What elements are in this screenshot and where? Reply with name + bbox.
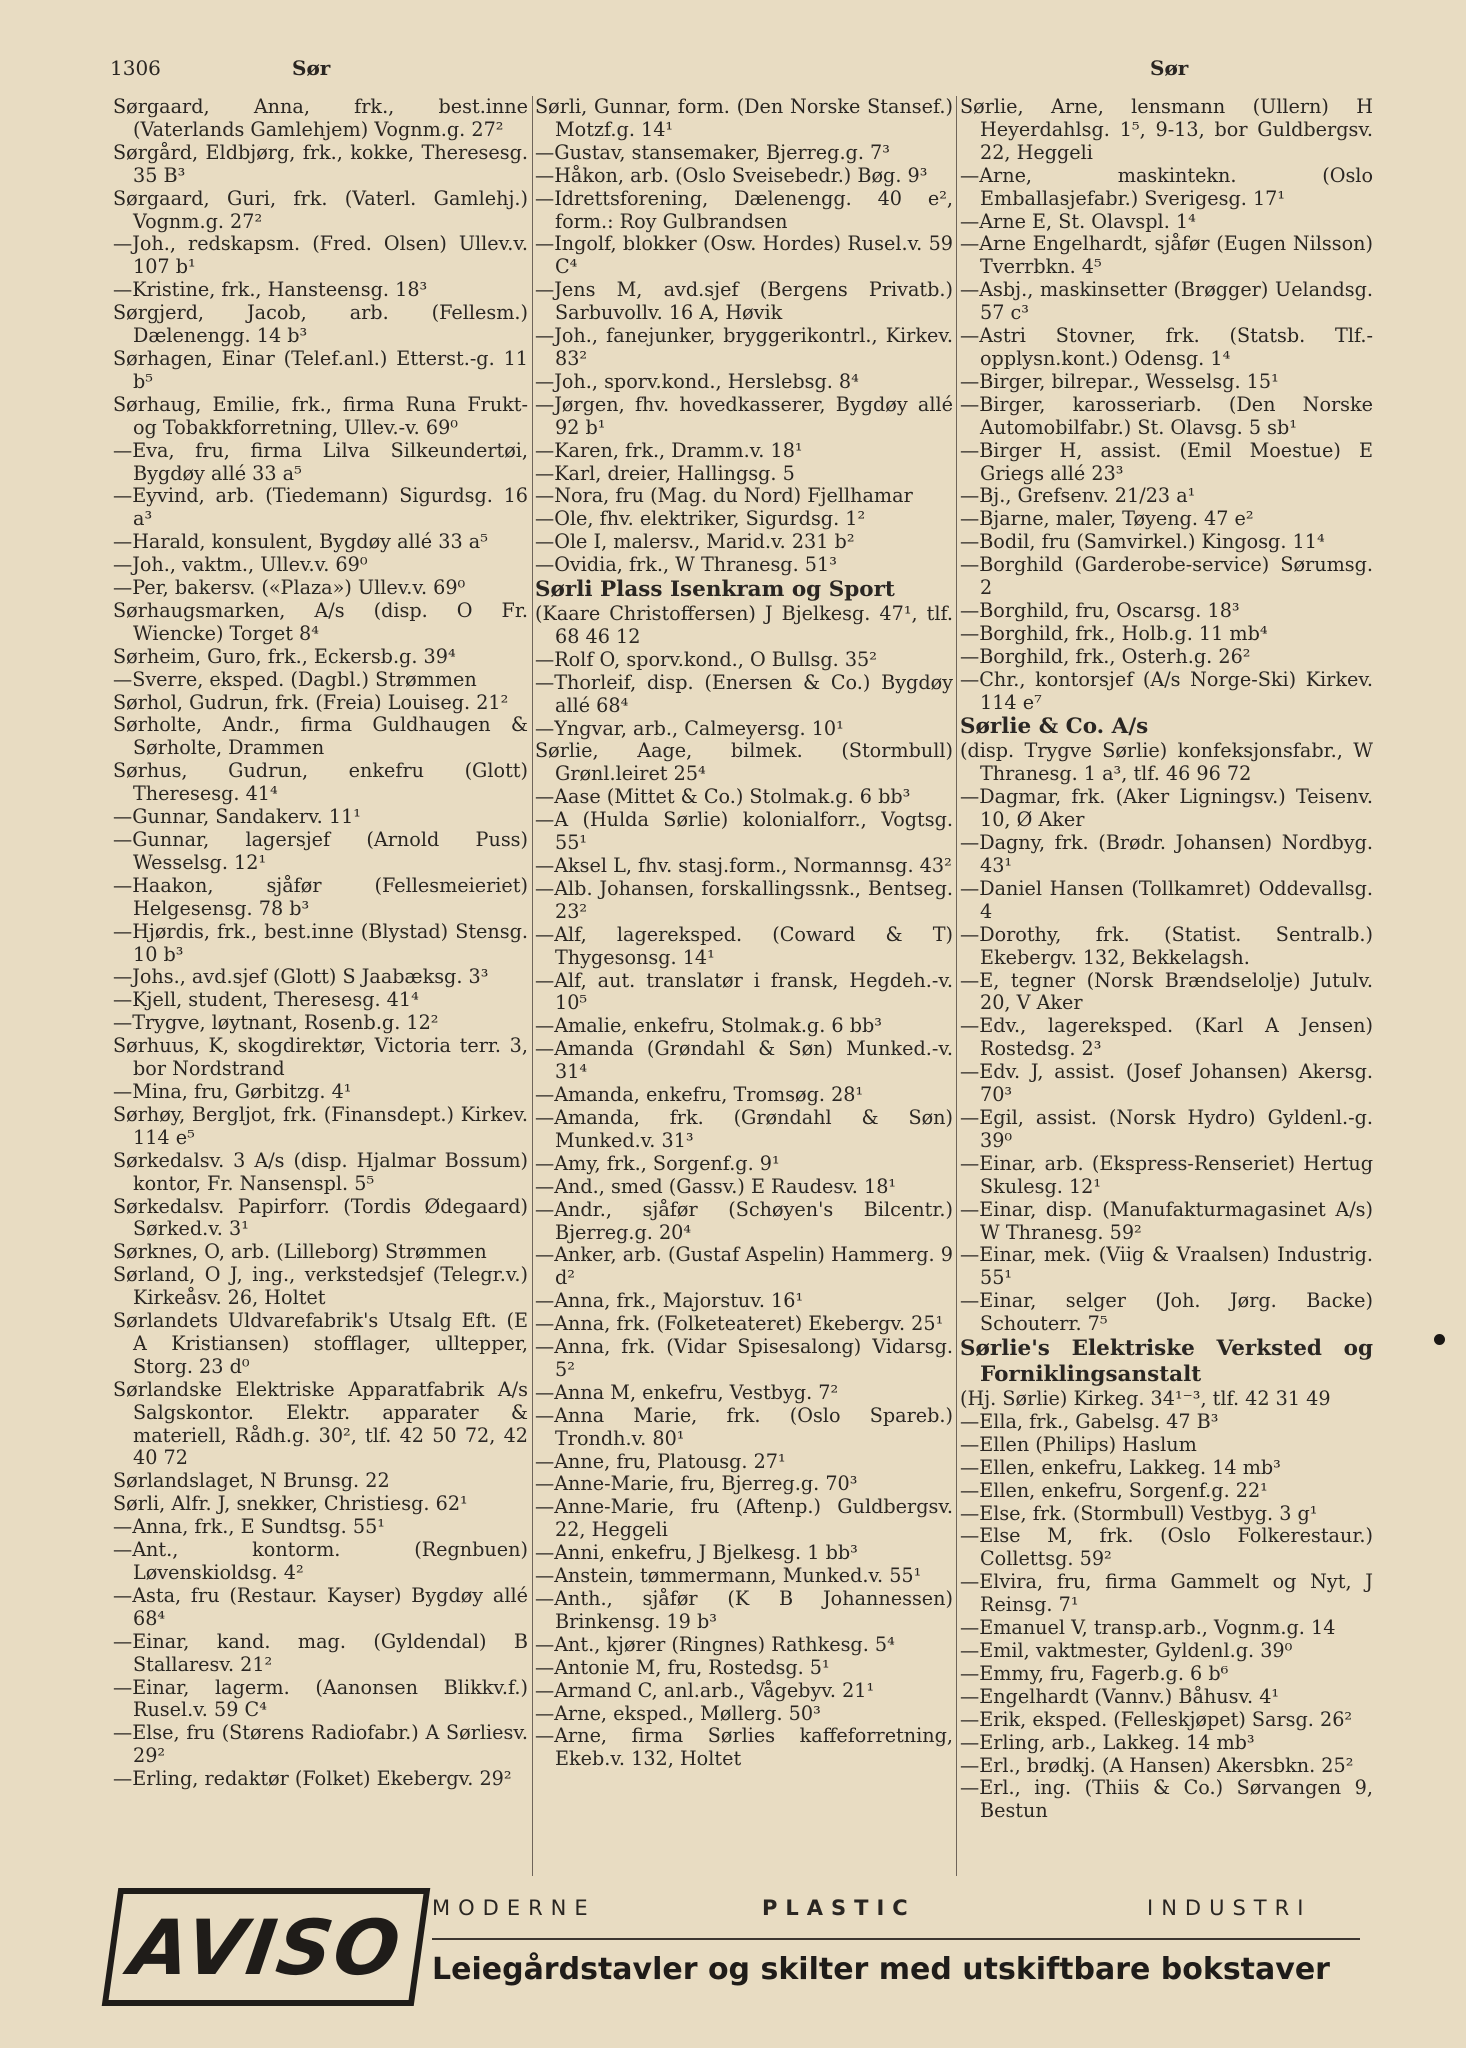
directory-entry: —Birger, karosseriarb. (Den Norske Automobilfabr.) St. Olavsg. 5 sb¹: [960, 392, 1373, 439]
directory-entry: —Erik, eksped. (Felleskjøpet) Sarsg. 26²: [960, 1707, 1353, 1731]
directory-entry: (disp. Trygve Sørlie) konfeksjonsfabr., W Thranesg. 1 a³, tlf. 46 96 72: [960, 739, 1373, 786]
column-1: [113, 96, 528, 1881]
directory-entry: —A (Hulda Sørlie) kolonialforr., Vogtsg. 55¹: [535, 808, 953, 855]
directory-entry: —Thorleif, disp. (Enersen & Co.) Bygdøy allé 68⁴: [535, 670, 953, 717]
directory-entry: —Birger, bilrepar., Wesselsg. 15¹: [960, 369, 1279, 393]
directory-entry: —Idrettsforening, Dælenengg. 40 e², form.: Roy Gulbrandsen: [535, 186, 953, 233]
directory-entry: Sørlandslaget, N Brunsg. 22: [113, 1469, 390, 1493]
directory-entry: —Gunnar, lagersjef (Arnold Puss) Wesselsg. 12¹: [113, 828, 528, 874]
directory-entry: Sørknes, O, arb. (Lilleborg) Strømmen: [113, 1240, 487, 1264]
directory-entry: —Andr., sjåfør (Schøyen's Bilcentr.) Bjerreg.g. 20⁴: [535, 1197, 953, 1244]
directory-entry: —Anne-Marie, fru (Aftenp.) Guldbergsv. 22, Heggeli: [535, 1495, 953, 1542]
directory-entry: —Arne Engelhardt, sjåfør (Eugen Nilsson) Tverrbkn. 4⁵: [960, 232, 1373, 279]
directory-entry: —Ant., kjører (Ringnes) Rathkesg. 5⁴: [535, 1632, 895, 1656]
directory-entry: —Antonie M, fru, Rostedsg. 5¹: [535, 1655, 830, 1679]
punch-hole: [1434, 1334, 1445, 1345]
directory-entry: —Anna, frk. (Vidar Spisesalong) Vidarsg. 5²: [535, 1335, 953, 1381]
directory-entry: Sørgård, Eldbjørg, frk., kokke, Theresesg. 35 B³: [113, 140, 528, 187]
directory-entry: —Amanda (Grøndahl & Søn) Munked.-v. 31⁴: [535, 1037, 953, 1084]
directory-entry: —Harald, konsulent, Bygdøy allé 33 a⁵: [113, 530, 488, 554]
directory-entry: —Kristine, frk., Hansteensg. 18³: [113, 278, 428, 302]
directory-entry: —Joh., sporv.kond., Herslebsg. 8⁴: [535, 369, 859, 393]
directory-entry: —Johs., avd.sjef (Glott) S Jaabæksg. 3³: [113, 965, 489, 989]
directory-entry: Sørgaard, Guri, frk. (Vaterl. Gamlehj.) Vognm.g. 27²: [113, 186, 528, 233]
directory-entry: (Kaare Christoffersen) J Bjelkesg. 47¹, tlf. 68 46 12: [535, 602, 953, 648]
directory-entry: —Erl., ing. (Thiis & Co.) Sørvangen 9, Bestun: [960, 1776, 1373, 1823]
directory-entry: —Eyvind, arb. (Tiedemann) Sigurdsg. 16 a³: [113, 484, 528, 531]
directory-entry: —Borghild, frk., Osterh.g. 26²: [960, 644, 1251, 668]
directory-entry: —Anth., sjåfør (K B Johannessen) Brinkensg. 19 b³: [535, 1587, 953, 1633]
directory-entry: —Armand C, anl.arb., Vågebyv. 21¹: [535, 1678, 875, 1702]
directory-entry: Sørhol, Gudrun, frk. (Freia) Louiseg. 21²: [113, 690, 509, 714]
directory-entry: —Hjørdis, frk., best.inne (Blystad) Stensg. 10 b³: [113, 919, 528, 966]
directory-entry: —Joh., fanejunker, bryggerikontrl., Kirkev. 83²: [535, 324, 953, 370]
directory-entry: Sørlandske Elektriske Apparatfabrik A/s Salgskontor. Elektr. apparater & materiell, Rådh.g. 30², tlf. 42 50 72, 42 40 72: [113, 1377, 528, 1470]
directory-entry: —Ant., kontorm. (Regnbuen) Løvenskioldsg. 4²: [113, 1538, 528, 1584]
directory-entry: —Eva, fru, firma Lilva Silkeundertøi, Bygdøy allé 33 a⁵: [113, 438, 528, 485]
directory-entry: —E, tegner (Norsk Brændselolje) Jutulv. 20, V Aker: [960, 968, 1373, 1015]
advert-banner: [110, 1888, 1360, 2006]
directory-entry: —Yngvar, arb., Calmeyersg. 10¹: [535, 716, 844, 740]
directory-entry: —And., smed (Gassv.) E Raudesv. 18¹: [535, 1174, 897, 1198]
directory-entry: —Ole, fhv. elektriker, Sigurdsg. 1²: [535, 507, 866, 531]
directory-entry: —Joh., vaktm., Ullev.v. 69⁰: [113, 553, 368, 577]
directory-entry: —Erling, redaktør (Folket) Ekebergv. 29²: [113, 1767, 512, 1791]
directory-entry: —Håkon, arb. (Oslo Sveisebedr.) Bøg. 9³: [535, 163, 928, 187]
directory-entry: —Engelhardt (Vannv.) Båhusv. 4¹: [960, 1684, 1280, 1708]
directory-entry: —Ellen, enkefru, Sorgenf.g. 22¹: [960, 1478, 1268, 1502]
directory-entry: —Egil, assist. (Norsk Hydro) Gyldenl.-g. 39⁰: [960, 1105, 1373, 1152]
directory-entry: —Ellen, enkefru, Lakkeg. 14 mb³: [960, 1455, 1281, 1479]
directory-entry: —Emanuel V, transp.arb., Vognm.g. 14: [960, 1616, 1336, 1640]
directory-entry: —Karen, frk., Dramm.v. 18¹: [535, 438, 803, 462]
directory-entry: —Amanda, frk. (Grøndahl & Søn) Munked.v. 31³: [535, 1105, 953, 1152]
directory-entry: —Einar, disp. (Manufakturmagasinet A/s) W Thranesg. 59²: [960, 1197, 1373, 1244]
directory-entry: —Daniel Hansen (Tollkamret) Oddevallsg. 4: [960, 876, 1373, 923]
directory-entry: —Ole I, malersv., Marid.v. 231 b²: [535, 530, 855, 554]
directory-entry: Sørhagen, Einar (Telef.anl.) Etterst.-g. 11 b⁵: [113, 346, 528, 393]
tagline-plastic: PLASTIC: [762, 1896, 916, 1920]
directory-entry: —Erl., brødkj. (A Hansen) Akersbkn. 25²: [960, 1753, 1354, 1777]
directory-entry: —Joh., redskapsm. (Fred. Olsen) Ullev.v. 107 b¹: [113, 232, 528, 279]
directory-entry: Sørli, Gunnar, form. (Den Norske Stansef.) Motzf.g. 14¹: [535, 96, 953, 141]
directory-entry: Sørli, Alfr. J, snekker, Christiesg. 62¹: [113, 1492, 468, 1516]
directory-entry: Sørhus, Gudrun, enkefru (Glott) Theresesg. 41⁴: [113, 759, 528, 806]
directory-entry: —Einar, lagerm. (Aanonsen Blikkv.f.) Rusel.v. 59 C⁴: [113, 1675, 528, 1722]
directory-heading: Sørli Plass Isenkram og Sport: [535, 577, 895, 603]
directory-entry: Sørkedalsv. 3 A/s (disp. Hjalmar Bossum) kontor, Fr. Nansenspl. 5⁵: [113, 1148, 528, 1195]
directory-entry: —Einar, selger (Joh. Jørg. Backe) Schouterr. 7⁵: [960, 1289, 1373, 1336]
directory-entry: —Chr., kontorsjef (A/s Norge-Ski) Kirkev. 114 e⁷: [960, 667, 1373, 714]
directory-entry: —Einar, arb. (Ekspress-Renseriet) Hertug Skulesg. 12¹: [960, 1151, 1373, 1198]
directory-entry: —Arne, eksped., Møllerg. 50³: [535, 1701, 821, 1725]
directory-entry: —Mina, fru, Gørbitzg. 4¹: [113, 1079, 352, 1103]
directory-entry: —Anstein, tømmermann, Munked.v. 55¹: [535, 1564, 922, 1588]
directory-entry: —Nora, fru (Mag. du Nord) Fjellhamar: [535, 484, 913, 508]
directory-entry: Sørgaard, Anna, frk., best.inne (Vaterlands Gamlehjem) Vognm.g. 27²: [113, 96, 528, 141]
directory-entry: —Emmy, fru, Fagerb.g. 6 b⁶: [960, 1661, 1229, 1685]
directory-entry: Sørhaugsmarken, A/s (disp. O Fr. Wiencke) Torget 8⁴: [113, 598, 528, 645]
directory-entry: —Else, fru (Størens Radiofabr.) A Sørliesv. 29²: [113, 1721, 528, 1768]
directory-entry: Sørgjerd, Jacob, arb. (Fellesm.) Dælenengg. 14 b³: [113, 301, 528, 348]
advert-tagline: [432, 1896, 1360, 1926]
directory-entry: —Anna, frk., E Sundtsg. 55¹: [113, 1515, 385, 1539]
advert-rule: [432, 1938, 1360, 1940]
directory-entry: —Asbj., maskinsetter (Brøgger) Uelandsg. 57 c³: [960, 278, 1373, 325]
advert-slogan: Leiegårdstavler og skilter med utskiftbare bokstaver: [432, 1952, 1330, 1987]
directory-entry: Sørheim, Guro, frk., Eckersb.g. 39⁴: [113, 644, 456, 668]
directory-entry: —Anni, enkefru, J Bjelkesg. 1 bb³: [535, 1541, 858, 1565]
directory-entry: —Einar, mek. (Viig & Vraalsen) Industrig. 55¹: [960, 1243, 1373, 1290]
directory-entry: —Bjarne, maler, Tøyeng. 47 e²: [960, 507, 1254, 531]
directory-entry: —Anna Marie, frk. (Oslo Spareb.) Trondh.v. 80¹: [535, 1403, 953, 1450]
directory-entry: —Arne, firma Sørlies kaffeforretning, Ekeb.v. 132, Holtet: [535, 1724, 953, 1771]
directory-entry: —Emil, vaktmester, Gyldenl.g. 39⁰: [960, 1639, 1293, 1662]
directory-entry: —Alf, lagereksped. (Coward & T) Thygesonsg. 14¹: [535, 922, 953, 969]
directory-entry: Sørlie, Arne, lensmann (Ullern) H Heyerdahlsg. 1⁵, 9-13, bor Guldbergsv. 22, Heggeli: [960, 96, 1373, 164]
directory-entry: —Elvira, fru, firma Gammelt og Nyt, J Reinsg. 7¹: [960, 1570, 1373, 1617]
directory-entry: —Einar, kand. mag. (Gyldendal) B Stallaresv. 21²: [113, 1629, 528, 1676]
directory-entry: —Anna, frk., Majorstuv. 16¹: [535, 1289, 804, 1313]
directory-entry: —Arne E, St. Olavspl. 1⁴: [960, 209, 1196, 233]
directory-entry: —Jørgen, fhv. hovedkasserer, Bygdøy allé 92 b¹: [535, 392, 953, 439]
directory-entry: —Astri Stovner, frk. (Statsb. Tlf.-opplysn.kont.) Odensg. 1⁴: [960, 324, 1373, 370]
directory-entry: —Erling, arb., Lakkeg. 14 mb³: [960, 1730, 1255, 1754]
directory-entry: —Amanda, enkefru, Tromsøg. 28¹: [535, 1083, 864, 1107]
column-2: [535, 96, 953, 1881]
directory-entry: —Borghild, frk., Holb.g. 11 mb⁴: [960, 621, 1268, 645]
directory-entry: —Else, frk. (Stormbull) Vestbyg. 3 g¹: [960, 1501, 1318, 1525]
directory-entry: —Else M, frk. (Oslo Folkerestaur.) Collettsg. 59²: [960, 1524, 1373, 1571]
directory-entry: —Trygve, løytnant, Rosenb.g. 12²: [113, 1011, 439, 1035]
directory-entry: —Amalie, enkefru, Stolmak.g. 6 bb³: [535, 1014, 882, 1038]
directory-entry: Sørkedalsv. Papirforr. (Tordis Ødegaard) Sørked.v. 3¹: [113, 1194, 528, 1241]
column-3: [960, 96, 1373, 1881]
directory-entry: —Bj., Grefsenv. 21/23 a¹: [960, 484, 1196, 508]
directory-entry: —Alf, aut. translatør i fransk, Hegdeh.-v. 10⁵: [535, 968, 953, 1015]
directory-entry: —Dorothy, frk. (Statist. Sentralb.) Ekebergv. 132, Bekkelagsh.: [960, 922, 1373, 969]
directory-entry: (Hj. Sørlie) Kirkeg. 34¹⁻³, tlf. 42 31 49: [960, 1387, 1331, 1411]
tagline-moderne: MODERNE: [432, 1896, 596, 1920]
directory-entry: —Birger H, assist. (Emil Moestue) E Griegs allé 23³: [960, 438, 1373, 485]
right-running-head: Sør: [1150, 56, 1189, 80]
directory-entry: —Arne, maskintekn. (Oslo Emballasjefabr.) Sverigesg. 17¹: [960, 163, 1373, 210]
directory-entry: —Haakon, sjåfør (Fellesmeieriet) Helgesensg. 78 b³: [113, 873, 528, 920]
left-running-head: Sør: [292, 56, 331, 80]
directory-entry: —Bodil, fru (Samvirkel.) Kingosg. 11⁴: [960, 530, 1325, 554]
directory-entry: —Karl, dreier, Hallingsg. 5: [535, 461, 795, 485]
directory-heading: Sørlie & Co. A/s: [960, 714, 1149, 740]
directory-entry: —Gunnar, Sandakerv. 11¹: [113, 805, 361, 829]
directory-columns: [113, 96, 1373, 1881]
directory-entry: Sørlandets Uldvarefabrik's Utsalg Eft. (E A Kristiansen) stofflager, ulltepper, Storg. 23 d⁰: [113, 1309, 528, 1378]
directory-entry: Sørhuus, K, skogdirektør, Victoria terr. 3, bor Nordstrand: [113, 1034, 528, 1081]
directory-entry: —Ellen (Philips) Haslum: [960, 1432, 1197, 1456]
directory-entry: —Borghild (Garderobe-service) Sørumsg. 2: [960, 553, 1373, 600]
directory-entry: —Edv., lagereksped. (Karl A Jensen) Rostedsg. 2³: [960, 1014, 1373, 1061]
directory-entry: —Ella, frk., Gabelsg. 47 B³: [960, 1409, 1219, 1433]
directory-entry: —Dagny, frk. (Brødr. Johansen) Nordbyg. 43¹: [960, 831, 1373, 877]
directory-entry: —Aksel L, fhv. stasj.form., Normannsg. 43²: [535, 854, 952, 877]
directory-heading: Sørlie's Elektriske Verksted og Forniklingsanstalt: [960, 1336, 1373, 1388]
directory-entry: —Dagmar, frk. (Aker Ligningsv.) Teisenv. 10, Ø Aker: [960, 785, 1373, 832]
directory-entry: —Jens M, avd.sjef (Bergens Privatb.) Sarbuvollv. 16 A, Høvik: [535, 278, 953, 325]
directory-entry: —Per, bakersv. («Plaza») Ullev.v. 69⁰: [113, 576, 466, 600]
directory-entry: —Aase (Mittet & Co.) Stolmak.g. 6 bb³: [535, 785, 911, 809]
directory-entry: —Amy, frk., Sorgenf.g. 9¹: [535, 1151, 780, 1175]
directory-entry: —Ovidia, frk., W Thranesg. 51³: [535, 553, 837, 577]
directory-entry: —Anne, fru, Platousg. 27¹: [535, 1449, 786, 1473]
directory-entry: Sørholte, Andr., firma Guldhaugen & Sørholte, Drammen: [113, 713, 528, 760]
directory-entry: —Asta, fru (Restaur. Kayser) Bygdøy allé 68⁴: [113, 1583, 528, 1630]
page-header: [110, 56, 1376, 90]
directory-entry: Sørhøy, Bergljot, frk. (Finansdept.) Kirkev. 114 e⁵: [113, 1102, 528, 1149]
directory-entry: Sørland, O J, ing., verkstedsjef (Telegr.v.) Kirkeåsv. 26, Holtet: [113, 1263, 528, 1310]
directory-entry: —Rolf O, sporv.kond., O Bullsg. 35²: [535, 647, 877, 671]
directory-entry: —Ingolf, blokker (Osw. Hordes) Rusel.v. 59 C⁴: [535, 232, 953, 279]
directory-entry: —Edv. J, assist. (Josef Johansen) Akersg. 70³: [960, 1060, 1373, 1107]
directory-entry: —Anna, frk. (Folketeateret) Ekebergv. 25¹: [535, 1312, 944, 1336]
tagline-industri: INDUSTRI: [1147, 1896, 1312, 1920]
directory-entry: Sørhaug, Emilie, frk., firma Runa Frukt- og Tobakkforretning, Ullev.-v. 69⁰: [113, 392, 528, 439]
page-number: 1306: [110, 56, 161, 80]
directory-entry: —Alb. Johansen, forskallingssnk., Bentseg. 23²: [535, 876, 953, 923]
directory-entry: —Anna M, enkefru, Vestbyg. 7²: [535, 1380, 839, 1404]
directory-entry: —Kjell, student, Theresesg. 41⁴: [113, 988, 419, 1012]
directory-entry: —Anker, arb. (Gustaf Aspelin) Hammerg. 9 d²: [535, 1243, 953, 1290]
directory-entry: Sørlie, Aage, bilmek. (Stormbull) Grønl.leiret 25⁴: [535, 739, 953, 786]
directory-entry: —Sverre, eksped. (Dagbl.) Strømmen: [113, 667, 477, 691]
aviso-logo: AVISO: [102, 1888, 431, 2006]
directory-entry: —Gustav, stansemaker, Bjerreg.g. 7³: [535, 140, 890, 164]
directory-entry: —Anne-Marie, fru, Bjerreg.g. 70³: [535, 1472, 858, 1496]
directory-entry: —Borghild, fru, Oscarsg. 18³: [960, 598, 1240, 622]
